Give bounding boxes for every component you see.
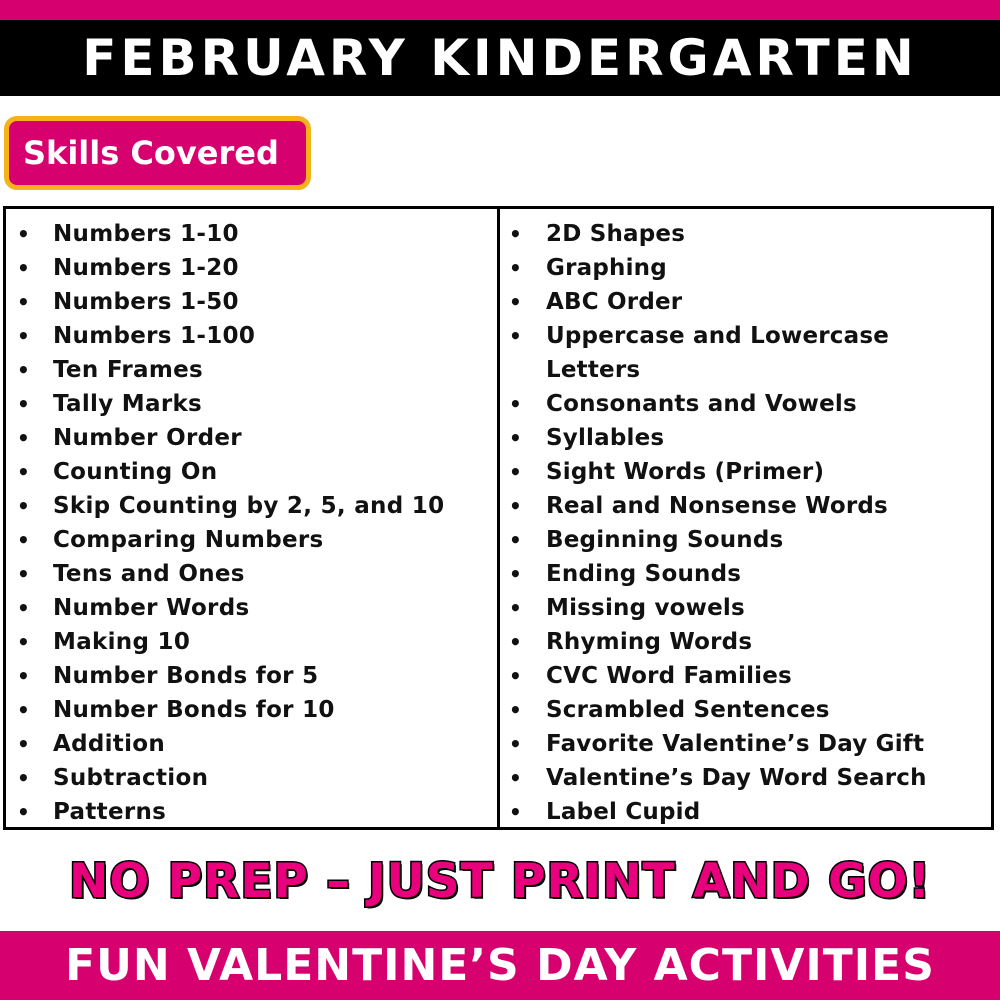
skill-label: Skip Counting by 2, 5, and 10 [53,493,445,519]
bullet-icon: • [17,732,31,756]
skill-list-item [500,489,991,523]
skill-label: Numbers 1-20 [53,255,239,281]
skill-label: Syllables [546,425,665,451]
bullet-icon: • [509,562,522,586]
skill-list-item [500,693,991,727]
skills-column-left [6,209,500,827]
skill-list-item [500,591,991,625]
skill-list-item [500,319,991,387]
skill-label: Comparing Numbers [53,527,324,553]
skill-label: Missing vowels [546,595,745,621]
bullet-icon: • [509,426,522,450]
skill-label: ABC Order [546,289,683,315]
skill-label: Number Words [53,595,250,621]
bullet-icon: • [509,324,522,348]
skill-list-item [500,557,991,591]
bullet-icon: • [17,630,31,654]
skill-list-item [500,217,991,251]
skills-table [3,206,994,830]
bullet-icon: • [17,766,31,790]
skill-list-item [500,761,991,795]
bullet-icon: • [17,426,31,450]
bullet-icon: • [17,596,31,620]
skill-label: Number Order [53,425,242,451]
skill-label: Uppercase and Lowercase Letters [546,323,890,383]
skill-label: Ending Sounds [546,561,742,587]
skill-list-item [6,251,497,285]
bullet-icon: • [509,528,522,552]
skill-label: CVC Word Families [546,663,792,689]
bullet-icon: • [17,358,31,382]
bullet-icon: • [17,460,31,484]
skill-label: Scrambled Sentences [546,697,830,723]
skill-label: Beginning Sounds [546,527,784,553]
skill-label: Real and Nonsense Words [546,493,888,519]
page-title: FEBRUARY KINDERGARTEN [82,29,918,87]
slogan-text: NO PREP – JUST PRINT AND GO! [69,853,931,909]
skill-label: Making 10 [53,629,191,655]
footer-text: FUN VALENTINE’S DAY ACTIVITIES [65,940,935,991]
bullet-icon: • [509,460,522,484]
footer-banner [0,931,1000,1000]
skill-list-item [500,387,991,421]
skill-list-item [500,251,991,285]
skill-list-item [6,659,497,693]
bullet-icon: • [17,324,31,348]
skills-column-right [500,209,991,827]
skill-list-item [500,727,991,761]
skill-list-item [500,659,991,693]
skill-label: Addition [53,731,166,757]
bullet-icon: • [509,494,522,518]
skill-list-item [500,455,991,489]
skill-label: Graphing [546,255,667,281]
skills-covered-label: Skills Covered [23,134,279,172]
skill-list-item [6,319,497,353]
skill-list-item [6,523,497,557]
bullet-icon: • [509,664,522,688]
bullet-icon: • [17,698,31,722]
skill-label: Rhyming Words [546,629,753,655]
skill-list-item [6,285,497,319]
skill-list-item [6,591,497,625]
skill-list-item [500,795,991,829]
skill-label: 2D Shapes [546,221,686,247]
skill-label: Tens and Ones [53,561,245,587]
skill-list-item [6,353,497,387]
skill-list-item [500,625,991,659]
skill-list-item [500,421,991,455]
bullet-icon: • [17,222,31,246]
skill-list-item [6,387,497,421]
skill-label: Numbers 1-50 [53,289,239,315]
bullet-icon: • [509,630,522,654]
skill-label: Tally Marks [53,391,203,417]
skill-label: Counting On [53,459,218,485]
slogan-banner [0,838,1000,924]
bullet-icon: • [17,494,31,518]
bullet-icon: • [509,290,522,314]
top-accent-stripe [0,0,1000,20]
skill-list-left [6,209,497,829]
skill-list-right [500,209,991,829]
bullet-icon: • [17,528,31,552]
skill-label: Numbers 1-100 [53,323,256,349]
bullet-icon: • [17,290,31,314]
bullet-icon: • [509,698,522,722]
skill-label: Number Bonds for 10 [53,697,335,723]
skill-list-item [6,217,497,251]
skill-label: Consonants and Vowels [546,391,857,417]
skills-covered-badge [4,116,311,190]
bullet-icon: • [509,392,522,416]
skill-list-item [500,523,991,557]
bullet-icon: • [509,766,522,790]
skill-label: Label Cupid [546,799,701,825]
bullet-icon: • [17,392,31,416]
bullet-icon: • [509,596,522,620]
skill-label: Ten Frames [53,357,203,383]
bullet-icon: • [17,256,31,280]
bullet-icon: • [509,800,522,824]
bullet-icon: • [509,222,522,246]
bullet-icon: • [509,732,522,756]
skill-list-item [6,455,497,489]
skill-list-item [6,693,497,727]
skill-list-item [6,421,497,455]
skill-list-item [6,625,497,659]
skill-label: Number Bonds for 5 [53,663,319,689]
skill-list-item [6,489,497,523]
skill-list-item [6,727,497,761]
skill-label: Favorite Valentine’s Day Gift [546,731,925,757]
skill-list-item [6,557,497,591]
skill-label: Subtraction [53,765,209,791]
skill-list-item [6,795,497,829]
bullet-icon: • [17,800,31,824]
skill-label: Patterns [53,799,167,825]
skill-label: Valentine’s Day Word Search [546,765,927,791]
bullet-icon: • [17,562,31,586]
title-banner [0,20,1000,96]
skill-label: Sight Words (Primer) [546,459,825,485]
skill-list-item [500,285,991,319]
skill-list-item [6,761,497,795]
skill-label: Numbers 1-10 [53,221,239,247]
bullet-icon: • [509,256,522,280]
bullet-icon: • [17,664,31,688]
